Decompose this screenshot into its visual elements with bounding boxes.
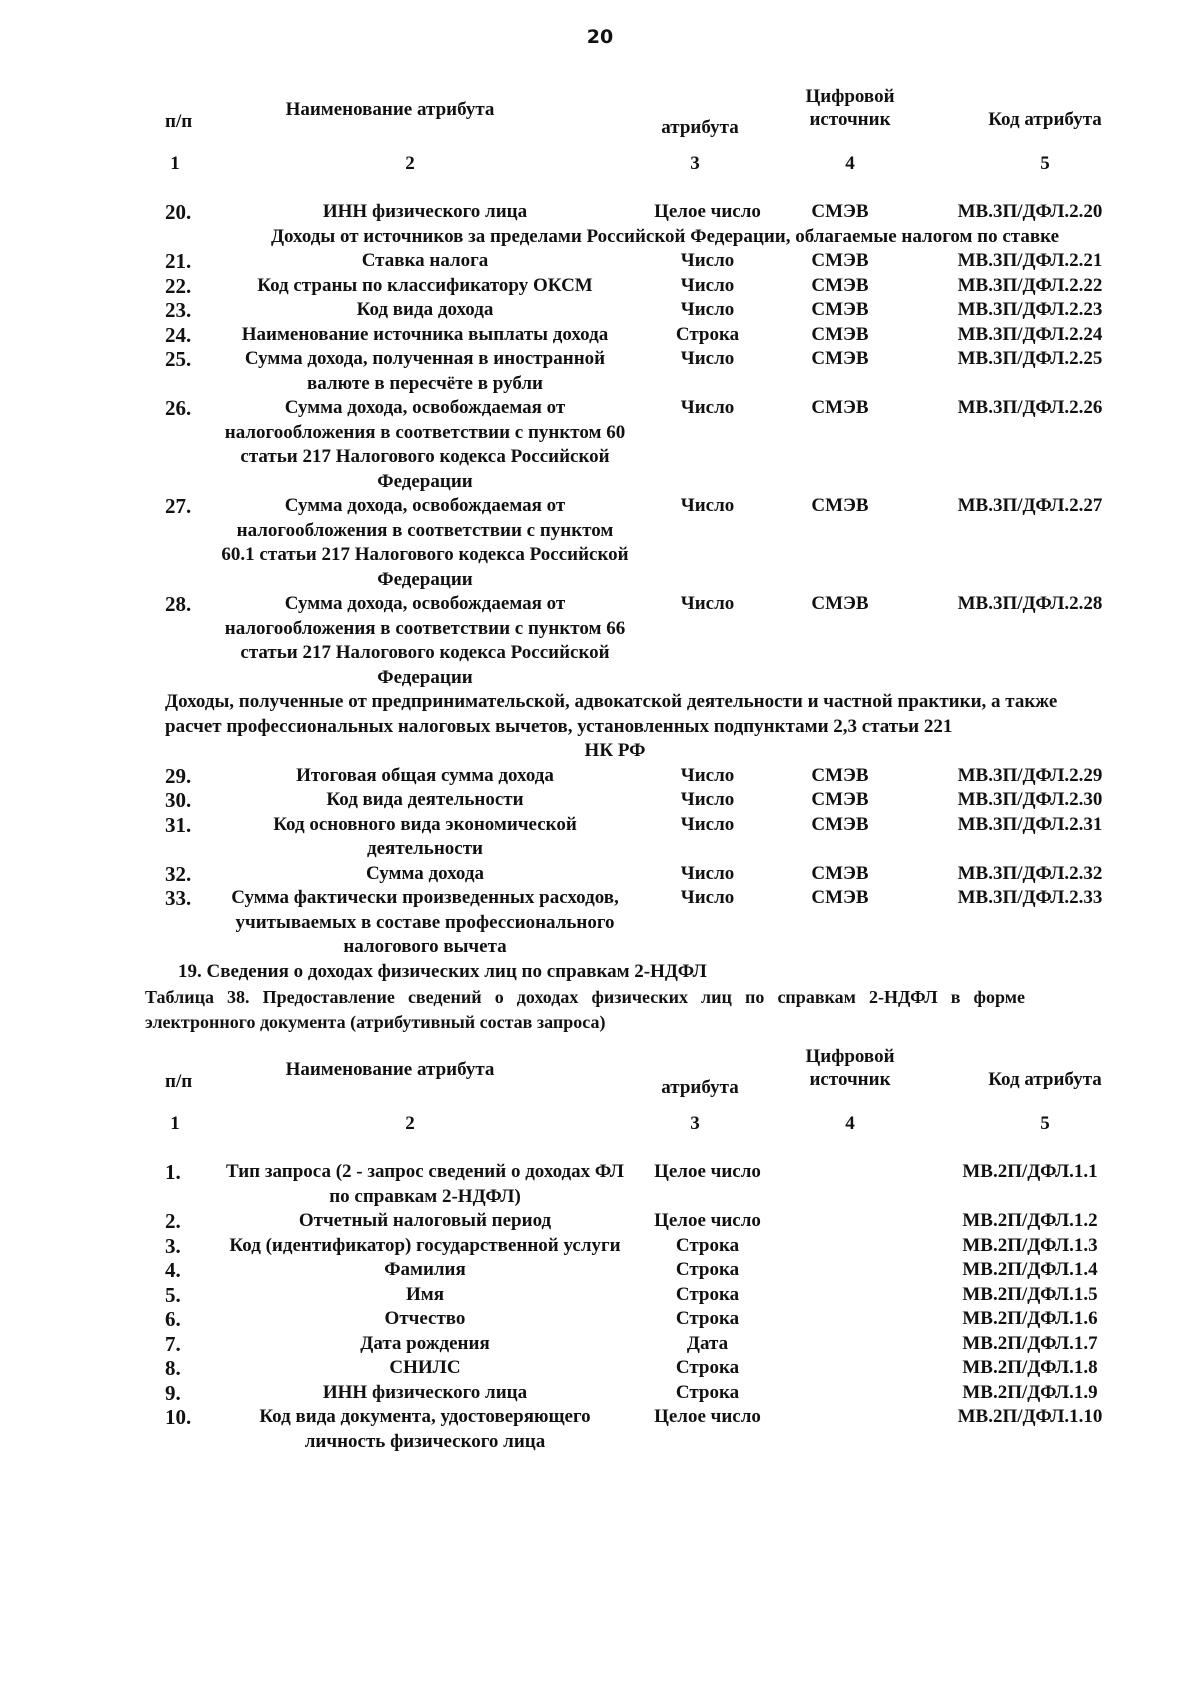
attribute-name: Наименование источника выплаты дохода: [241, 323, 609, 345]
table-row: [165, 862, 1165, 887]
col-number: 2: [405, 1113, 415, 1134]
row-number: 28.: [165, 592, 192, 616]
attribute-type: Строка: [675, 1381, 740, 1403]
table-row: [165, 1381, 1165, 1406]
digital-source: СМЭВ: [811, 323, 869, 345]
attribute-name: Сумма дохода, освобождаемая от налогообложения в соответствии с пунктом 60 статьи 217 Налогового кодекса Российской Федерации: [224, 397, 626, 492]
col-number: 5: [1040, 153, 1050, 174]
table-row: [165, 347, 1165, 396]
col-number: 1: [170, 153, 180, 174]
column-numbers: [165, 1112, 1165, 1136]
table-row: [165, 249, 1165, 274]
row-number: 7.: [165, 1331, 181, 1356]
row-number: 6.: [165, 1307, 181, 1331]
attribute-name: Код вида дохода: [356, 299, 494, 320]
page-number: 20: [586, 26, 614, 48]
digital-source: [785, 1405, 895, 1454]
attribute-name: Тип запроса (2 - запрос сведений о доходах ФЛ по справкам 2-НДФЛ): [226, 1161, 624, 1207]
attribute-type: Число: [680, 348, 735, 369]
attribute-code: МВ.3П/ДФЛ.2.25: [957, 348, 1103, 369]
column-numbers: [165, 152, 1165, 176]
attribute-type: Целое число: [654, 201, 761, 222]
attribute-code: МВ.2П/ДФЛ.1.8: [962, 1357, 1098, 1378]
attribute-code: МВ.2П/ДФЛ.1.6: [962, 1308, 1098, 1329]
attribute-code: МВ.2П/ДФЛ.1.4: [962, 1259, 1098, 1280]
row-number: 22.: [165, 273, 192, 298]
attribute-code: МВ.2П/ДФЛ.1.9: [962, 1381, 1098, 1403]
attribute-code: МВ.3П/ДФЛ.2.32: [957, 862, 1103, 884]
attribute-name: Имя: [406, 1283, 444, 1305]
table-continued: [165, 88, 1165, 960]
table-row: [165, 200, 1165, 225]
attribute-type: Целое число: [654, 1406, 761, 1427]
attribute-code: МВ.3П/ДФЛ.2.21: [957, 250, 1103, 271]
row-number: 26.: [165, 396, 192, 420]
attribute-type: Число: [680, 887, 735, 908]
table-row: [165, 1405, 1165, 1454]
attribute-name: ИНН физического лица: [322, 201, 528, 222]
attribute-type: Строка: [675, 323, 740, 345]
header-num: п/п: [165, 111, 193, 132]
header-code: Код атрибута: [988, 109, 1102, 130]
row-number: 25.: [165, 347, 192, 371]
attribute-type: Число: [680, 593, 735, 614]
attribute-name: ИНН физического лица: [322, 1381, 528, 1403]
table-row: [165, 1332, 1165, 1357]
attribute-name: СНИЛС: [389, 1357, 461, 1378]
attribute-type: Строка: [675, 1283, 740, 1305]
section-heading-19: 19. Сведения о доходах физических лиц по справкам 2-НДФЛ: [178, 961, 707, 982]
row-number: 24.: [165, 322, 192, 347]
attribute-code: МВ.3П/ДФЛ.2.28: [957, 593, 1103, 614]
attribute-code: МВ.3П/ДФЛ.2.29: [957, 764, 1103, 786]
table-row: [165, 298, 1165, 323]
row-number: 31.: [165, 812, 192, 837]
table-row: [165, 1234, 1165, 1259]
header-source: Цифровой источник: [805, 86, 895, 130]
table-row: [165, 1356, 1165, 1381]
table-row: [165, 764, 1165, 789]
attribute-name: Сумма дохода, полученная в иностранной валюте в пересчёте в рубли: [244, 348, 606, 394]
table-body: [165, 200, 1165, 225]
col-number: 1: [170, 1113, 180, 1134]
header-type: атрибута: [661, 1077, 739, 1098]
attribute-code: МВ.3П/ДФЛ.2.27: [957, 495, 1103, 516]
table-row: [165, 592, 1165, 690]
digital-source: СМЭВ: [811, 348, 869, 369]
attribute-name: Отчетный налоговый период: [298, 1210, 552, 1231]
attribute-type: Число: [680, 764, 735, 786]
digital-source: СМЭВ: [811, 887, 869, 908]
digital-source: СМЭВ: [811, 201, 869, 222]
attribute-name: Сумма фактически произведенных расходов, учитываемых в составе профессионального налогового вычета: [231, 887, 619, 957]
row-number: 32.: [165, 861, 192, 886]
attribute-name: Итоговая общая сумма дохода: [296, 764, 554, 786]
col-number: 4: [845, 153, 855, 174]
attribute-name: Сумма дохода: [366, 862, 484, 884]
digital-source: [785, 1381, 895, 1406]
header-code: Код атрибута: [988, 1069, 1102, 1090]
row-number: 10.: [165, 1405, 192, 1429]
table-row: [165, 323, 1165, 348]
section-heading: Доходы от источников за пределами Российской Федерации, облагаемые налогом по ставке: [270, 225, 1060, 247]
col-number: 4: [845, 1113, 855, 1134]
attribute-type: Строка: [675, 1308, 740, 1329]
digital-source: [785, 1283, 895, 1308]
digital-source: СМЭВ: [811, 495, 869, 516]
attribute-code: МВ.2П/ДФЛ.1.2: [962, 1210, 1098, 1231]
attribute-type: Строка: [675, 1234, 740, 1256]
attribute-code: МВ.2П/ДФЛ.1.5: [962, 1283, 1098, 1305]
table-row: [165, 1258, 1165, 1283]
attribute-type: Число: [680, 299, 735, 320]
attribute-code: МВ.3П/ДФЛ.2.20: [957, 201, 1103, 222]
col-number: 5: [1040, 1113, 1050, 1134]
row-number: 9.: [165, 1380, 181, 1405]
attribute-name: Сумма дохода, освобождаемая от налогообложения в соответствии с пунктом 66 статьи 217 Налогового кодекса Российской Федерации: [224, 593, 626, 688]
section-text: Доходы, полученные от предпринимательской, адвокатской деятельности и частной практики, а также расчет профессиональных налоговых вычетов, установленных подпунктами 2,3 статьи 221: [165, 691, 1058, 737]
attribute-type: Число: [680, 397, 735, 418]
table-row: [165, 1307, 1165, 1332]
attribute-code: МВ.3П/ДФЛ.2.22: [957, 274, 1103, 296]
attribute-code: МВ.3П/ДФЛ.2.26: [957, 397, 1103, 418]
digital-source: [785, 1258, 895, 1283]
attribute-name: Ставка налога: [361, 250, 489, 271]
row-number: 3.: [165, 1233, 181, 1258]
col-number: 2: [405, 153, 415, 174]
attribute-name: Код вида документа, удостоверяющего личность физического лица: [259, 1406, 591, 1452]
row-number: 4.: [165, 1258, 181, 1282]
row-number: 1.: [165, 1160, 181, 1184]
table-body: [165, 764, 1165, 960]
row-number: 5.: [165, 1282, 181, 1307]
row-number: 27.: [165, 494, 192, 518]
digital-source: СМЭВ: [811, 789, 869, 810]
row-number: 20.: [165, 200, 192, 224]
table-row: [165, 274, 1165, 299]
col-number: 3: [690, 1113, 700, 1134]
table-row: [165, 1160, 1165, 1209]
digital-source: СМЭВ: [811, 299, 869, 320]
attribute-code: МВ.3П/ДФЛ.2.33: [957, 887, 1103, 908]
attribute-name: Код основного вида экономической деятельности: [273, 813, 577, 859]
attribute-name: Отчество: [384, 1308, 466, 1329]
attribute-code: МВ.2П/ДФЛ.1.3: [962, 1234, 1098, 1256]
attribute-type: Число: [680, 789, 735, 810]
table-row: [165, 813, 1165, 862]
attribute-type: Число: [680, 250, 735, 271]
row-number: 8.: [165, 1356, 181, 1380]
row-number: 33.: [165, 886, 192, 910]
digital-source: [785, 1209, 895, 1234]
table-header: [165, 1048, 1165, 1160]
header-source: Цифровой источник: [805, 1046, 895, 1090]
attribute-type: Число: [680, 862, 735, 884]
attribute-name: Код (идентификатор) государственной услуги: [229, 1234, 621, 1256]
digital-source: [785, 1234, 895, 1259]
digital-source: СМЭВ: [811, 813, 869, 835]
table-row: [165, 396, 1165, 494]
attribute-code: МВ.3П/ДФЛ.2.31: [957, 813, 1103, 835]
digital-source: СМЭВ: [811, 250, 869, 271]
header-name: Наименование атрибута: [285, 99, 495, 120]
attribute-type: Строка: [675, 1259, 740, 1280]
attribute-type: Число: [680, 495, 735, 516]
section-heading: [165, 690, 1065, 764]
attribute-code: МВ.3П/ДФЛ.2.30: [957, 789, 1103, 810]
table-caption: Таблица 38. Предоставление сведений о доходах физических лиц по справкам 2-НДФЛ в форме электронного документа (атрибутивный состав запроса): [145, 987, 1025, 1032]
attribute-code: МВ.2П/ДФЛ.1.10: [957, 1406, 1103, 1427]
table-row: [165, 886, 1165, 960]
table-body: [165, 249, 1165, 690]
attribute-type: Целое число: [654, 1210, 761, 1231]
row-number: 21.: [165, 249, 192, 273]
digital-source: СМЭВ: [811, 397, 869, 418]
attribute-name: Код вида деятельности: [326, 789, 524, 810]
row-number: 2.: [165, 1209, 181, 1233]
digital-source: СМЭВ: [811, 274, 869, 296]
digital-source: СМЭВ: [811, 593, 869, 614]
section-text-tail: НК РФ: [584, 740, 646, 761]
table-row: [165, 494, 1165, 592]
table-header: [165, 88, 1165, 200]
table-row: [165, 788, 1165, 813]
row-number: 23.: [165, 298, 192, 322]
digital-source: [785, 1160, 895, 1209]
digital-source: СМЭВ: [811, 764, 869, 786]
attribute-type: Число: [680, 274, 735, 296]
attribute-name: Фамилия: [384, 1259, 466, 1280]
attribute-code: МВ.3П/ДФЛ.2.23: [957, 299, 1103, 320]
attribute-name: Сумма дохода, освобождаемая от налогообложения в соответствии с пунктом 60.1 статьи 217 Налогового кодекса Российской Федерации: [221, 495, 629, 590]
col-number: 3: [690, 153, 700, 174]
attribute-name: Дата рождения: [360, 1332, 490, 1354]
attribute-code: МВ.2П/ДФЛ.1.1: [962, 1161, 1098, 1182]
table-38: [165, 1048, 1165, 1454]
digital-source: [785, 1356, 895, 1381]
table-row: [165, 1209, 1165, 1234]
attribute-code: МВ.3П/ДФЛ.2.24: [957, 323, 1103, 345]
header-name: Наименование атрибута: [285, 1059, 495, 1080]
attribute-name: Код страны по классификатору ОКСМ: [257, 274, 593, 296]
attribute-type: Число: [680, 813, 735, 835]
header-num: п/п: [165, 1071, 193, 1092]
attribute-type: Строка: [675, 1357, 740, 1378]
table-body: [165, 1160, 1165, 1454]
header-type: атрибута: [661, 117, 739, 138]
digital-source: [785, 1332, 895, 1357]
table-row: [165, 1283, 1165, 1308]
digital-source: СМЭВ: [811, 862, 869, 884]
row-number: 29.: [165, 763, 192, 788]
row-number: 30.: [165, 788, 192, 812]
attribute-type: Дата: [686, 1332, 729, 1354]
attribute-type: Целое число: [654, 1161, 761, 1182]
digital-source: [785, 1307, 895, 1332]
attribute-code: МВ.2П/ДФЛ.1.7: [962, 1332, 1098, 1354]
